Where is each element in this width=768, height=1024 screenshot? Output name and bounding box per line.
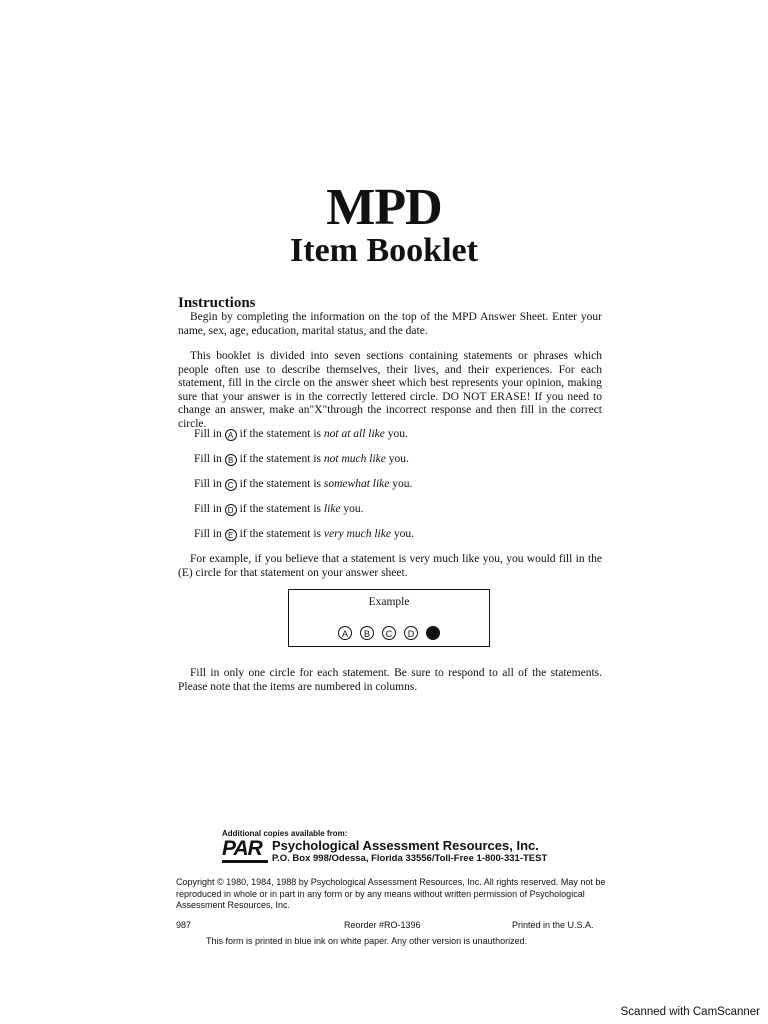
example-intro: For example, if you believe that a statement is very much like you, you would fill in the (E) circle for that statement on your answer sheet.: [178, 553, 602, 579]
circle-b-icon: B: [225, 454, 237, 466]
fill-row-a: Fill in A if the statement is not at all like you.: [194, 428, 408, 440]
example-label: Example: [368, 596, 410, 608]
scanner-watermark: Scanned with CamScanner: [620, 1006, 760, 1018]
example-circles: [289, 623, 489, 641]
example-circle-d-icon: D: [404, 626, 418, 640]
example-circle-a-icon: A: [338, 626, 352, 640]
example-box: [288, 589, 490, 647]
fill-row-e: Fill in E if the statement is very much like you.: [194, 528, 414, 540]
closing-paragraph: Fill in only one circle for each statement. Be sure to respond to all of the statements. Please note that the items are numbered in columns.: [178, 667, 602, 693]
company-name: Psychological Assessment Resources, Inc.: [272, 838, 539, 853]
printed-in-label: Printed in the U.S.A.: [512, 920, 594, 930]
form-code-number: 987: [176, 920, 192, 930]
fill-row-d: Fill in D if the statement is like you.: [194, 503, 364, 515]
copyright-notice: Copyright © 1980, 1984, 1988 by Psychological Assessment Resources, Inc. All rights reserved. May not be reproduced in whole or in part in any form or by any means without written permission of Psychological Assessment Resources, Inc.: [176, 877, 606, 910]
par-logo: PAR: [222, 837, 262, 860]
circle-a-icon: A: [225, 429, 237, 441]
example-circle-e-filled-icon: E: [426, 626, 440, 640]
instructions-heading: Instructions: [178, 295, 256, 311]
booklet-subtitle: Item Booklet: [290, 232, 478, 269]
example-circle-c-icon: C: [382, 626, 396, 640]
instructions-paragraph-2: This booklet is divided into seven sections containing statements or phrases which people often use to describe themselves, their lives, and their experiences. For each statement, fill in the circle on the answer sheet which best represents your opinion, making sure that your answer is in the correctly lettered circle. DO NOT ERASE! If you need to change an answer, make an"X"through the incorrect response and then fill in the correct circle.: [178, 350, 602, 430]
reorder-number: Reorder #RO-1396: [344, 920, 421, 930]
fill-row-b: Fill in B if the statement is not much like you.: [194, 453, 409, 465]
instructions-paragraph-1: Begin by completing the information on the top of the MPD Answer Sheet. Enter your name, sex, age, education, marital status, and the date.: [178, 311, 602, 337]
par-logo-underline: [222, 860, 268, 863]
additional-copies-label: Additional copies available from:: [222, 829, 348, 838]
circle-e-icon: E: [225, 529, 237, 541]
booklet-title: MPD: [326, 179, 442, 236]
circle-d-icon: D: [225, 504, 237, 516]
example-circle-b-icon: B: [360, 626, 374, 640]
fill-row-c: Fill in C if the statement is somewhat like you.: [194, 478, 413, 490]
ink-note: This form is printed in blue ink on white paper. Any other version is unauthorized.: [206, 936, 528, 946]
circle-c-icon: C: [225, 479, 237, 491]
company-address: P.O. Box 998/Odessa, Florida 33556/Toll-Free 1-800-331-TEST: [272, 853, 548, 864]
